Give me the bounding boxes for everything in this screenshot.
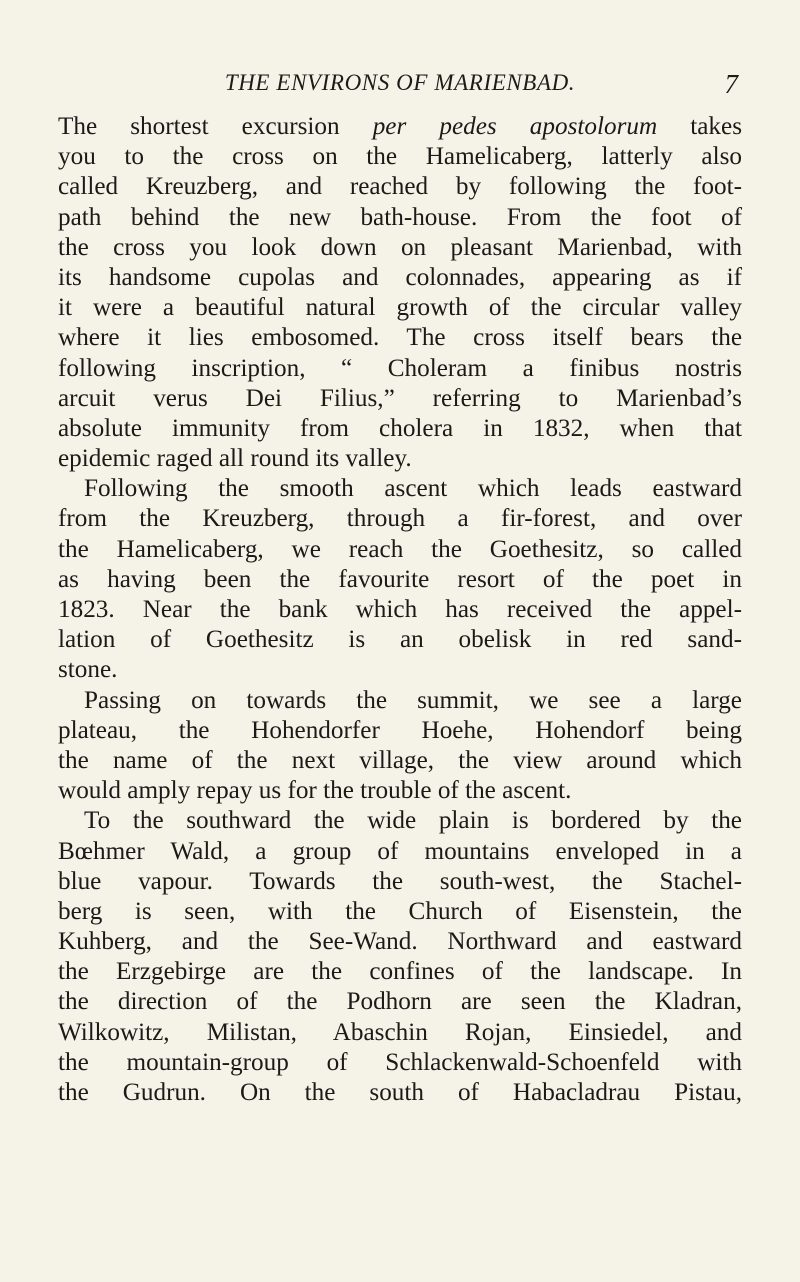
text-line: it were a beautiful natural growth of the circular valley (58, 294, 742, 322)
text-line: To the southward the wide plain is bordered by the (84, 807, 742, 835)
text-line: its handsome cupolas and colonnades, appearing as if (58, 263, 742, 291)
paragraph (58, 686, 742, 807)
text-line: as having been the favourite resort of the poet in (58, 565, 742, 593)
text-line: lation of Goethesitz is an obelisk in red sand- (58, 626, 742, 654)
text-line: the Gudrun. On the south of Habacladrau Pistau, (58, 1079, 742, 1106)
running-head (60, 70, 740, 110)
text-line: would amply repay us for the trouble of the ascent. (58, 777, 572, 805)
text-line: called Kreuzberg, and reached by following the foot- (58, 173, 742, 201)
text-line: you to the cross on the Hamelicaberg, latterly also (58, 143, 742, 171)
text-line: the cross you look down on pleasant Marienbad, with (58, 233, 742, 261)
text-line: path behind the new bath-house. From the foot of (58, 203, 742, 231)
text-line: the Hamelicaberg, we reach the Goethesitz, so called (58, 535, 742, 563)
text-line: Following the smooth ascent which leads eastward (84, 475, 742, 503)
text-line: the Erzgebirge are the confines of the landscape. In (58, 958, 742, 986)
text-line: the mountain-group of Schlackenwald-Schoenfeld with (58, 1048, 742, 1076)
text-line: where it lies embosomed. The cross itself bears the (58, 324, 742, 352)
paragraph (58, 474, 742, 685)
text-line: The shortest excursion per pedes apostolorum takes (58, 113, 742, 140)
text-line: Kuhberg, and the See-Wand. Northward and eastward (58, 928, 742, 956)
running-title: THE ENVIRONS OF MARIENBAD. (224, 70, 576, 95)
text-line: blue vapour. Towards the south-west, the Stachel- (58, 867, 742, 895)
text-line: Wilkowitz, Milistan, Abaschin Rojan, Einsiedel, and (58, 1018, 742, 1046)
body-text (58, 112, 742, 1108)
text-line: absolute immunity from cholera in 1832, when that (58, 414, 742, 442)
text-line: Passing on towards the summit, we see a large (84, 686, 742, 714)
text-line: from the Kreuzberg, through a fir-forest, and over (58, 505, 742, 533)
paragraph (58, 112, 742, 474)
text-line: stone. (58, 656, 118, 684)
text-line: following inscription, “ Choleram a finibus nostris (58, 354, 742, 382)
text-line: the name of the next village, the view around which (58, 746, 742, 774)
text-line: arcuit verus Dei Filius,” referring to Marienbad’s (58, 384, 742, 412)
text-line: 1823. Near the bank which has received the appel- (58, 596, 742, 623)
text-line: plateau, the Hohendorfer Hoehe, Hohendorf being (58, 716, 742, 744)
text-line: the direction of the Podhorn are seen the Kladran, (58, 988, 742, 1016)
italic-phrase: per pedes apostolorum (372, 113, 658, 140)
text-line: epidemic raged all round its valley. (58, 445, 412, 473)
paragraph (58, 806, 742, 1108)
page-number: 7 (724, 69, 738, 99)
text-line: berg is seen, with the Church of Eisenstein, the (58, 897, 742, 925)
text-line: Bœhmer Wald, a group of mountains enveloped in a (58, 837, 742, 865)
